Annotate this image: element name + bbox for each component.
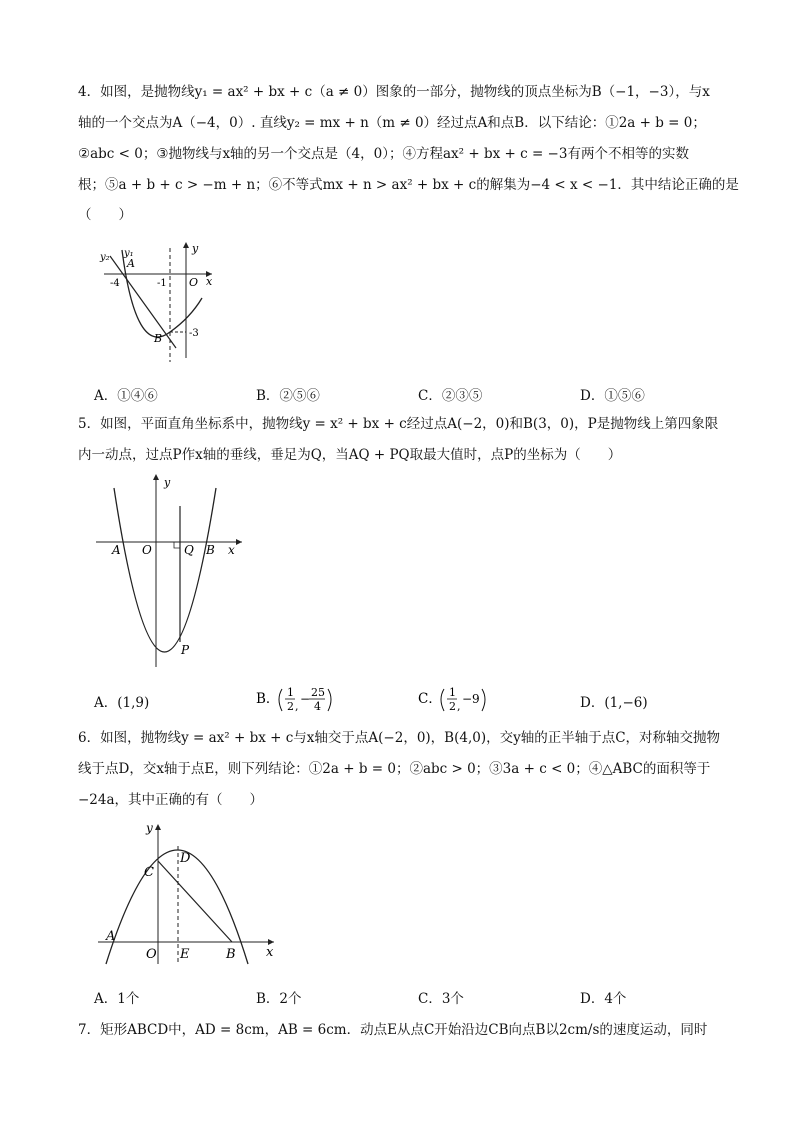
q5-x-arrow bbox=[236, 539, 242, 545]
q5-option-c-fraction bbox=[418, 679, 508, 719]
q5-label-Q: Q bbox=[184, 543, 194, 557]
q5-label-O: O bbox=[142, 543, 152, 557]
q4-text-line-2: 轴的一个交点为A（−4，0）. 直线y₂ = mx + n（m ≠ 0）经过点A和点B．以下结论：①2a + b = 0； bbox=[78, 115, 706, 131]
q4-label-neg3: -3 bbox=[189, 328, 199, 339]
q6-option-d[interactable]: D．4个 bbox=[580, 991, 627, 1007]
q6-label-O: O bbox=[146, 947, 157, 962]
q5-label-x: x bbox=[228, 543, 235, 557]
q5-option-c-tail: −9 bbox=[462, 692, 480, 706]
q4-option-b[interactable]: B．②⑤⑥ bbox=[256, 388, 320, 404]
q5-option-b-fraction bbox=[256, 679, 346, 719]
q4-line-y2 bbox=[110, 256, 176, 348]
q5-right-angle-mark bbox=[174, 542, 180, 548]
q5-parabola bbox=[114, 488, 216, 652]
q4-y-arrow bbox=[183, 242, 189, 248]
q6-label-D: D bbox=[180, 851, 191, 866]
q6-option-a[interactable]: A．1个 bbox=[94, 991, 140, 1007]
q4-label-neg1: -1 bbox=[157, 278, 167, 289]
q5-label-P: P bbox=[181, 643, 190, 657]
q4-label-O: O bbox=[189, 276, 199, 289]
q4-answer-bracket: （ ） bbox=[78, 207, 132, 223]
q7-text-line-1: 7．矩形ABCD中，AD = 8cm，AB = 6cm．动点E从点C开始沿边CB向点B以2cm/s的速度运动，同时 bbox=[78, 1022, 708, 1038]
q6-label-x: x bbox=[266, 945, 274, 960]
q5-option-c[interactable] bbox=[418, 679, 508, 723]
q4-label-y: y bbox=[192, 242, 199, 255]
q4-label-A: A bbox=[127, 257, 135, 270]
q6-parabola-figure bbox=[94, 818, 284, 968]
q5-option-c-den1: 2 bbox=[449, 700, 456, 713]
q5-option-a[interactable]: A．(1,9) bbox=[94, 695, 150, 711]
q5-option-c-num1: 1 bbox=[449, 686, 456, 699]
q5-text-line-1: 5．如图，平面直角坐标系中，抛物线y = x² + bx + c经过点A(−2，0)和B(3，0)，P是抛物线上第四象限 bbox=[78, 416, 719, 432]
q6-label-A: A bbox=[106, 929, 116, 944]
q6-option-c[interactable]: C．3个 bbox=[418, 991, 464, 1007]
q4-text-line-1: 4．如图，是抛物线y₁ = ax² + bx + c（a ≠ 0）图象的一部分，抛物线的顶点坐标为B（−1，−3），与x bbox=[78, 84, 710, 100]
q6-text-line-1: 6．如图，抛物线y = ax² + bx + c与x轴交于点A(−2，0)，B(4,0)，交y轴的正半轴于点C，对称轴交抛物 bbox=[78, 730, 721, 746]
q4-option-d[interactable]: D．①⑤⑥ bbox=[580, 388, 645, 404]
q4-option-a[interactable]: A．①④⑥ bbox=[94, 388, 158, 404]
q5-y-arrow bbox=[153, 474, 159, 480]
q4-label-neg4: -4 bbox=[110, 278, 120, 289]
q6-option-b[interactable]: B．2个 bbox=[256, 991, 302, 1007]
q6-y-arrow bbox=[155, 824, 161, 830]
q4-label-B: B bbox=[154, 332, 163, 345]
q4-label-x: x bbox=[206, 275, 213, 288]
q6-label-E: E bbox=[180, 947, 190, 962]
q4-text-line-3: ②abc < 0；③抛物线与x轴的另一个交点是（4，0）；④方程ax² + bx + c = −3有两个不相等的实数 bbox=[78, 146, 689, 162]
q5-option-c-sep: , bbox=[457, 700, 461, 713]
q5-option-b-num1: 1 bbox=[287, 686, 294, 699]
q4-label-y1: y₁ bbox=[124, 248, 134, 259]
q5-option-b-sep: , bbox=[295, 700, 299, 713]
q5-text-line-2: 内一动点，过点P作x轴的垂线，垂足为Q，当AQ + PQ取最大值时，点P的坐标为（ ） bbox=[78, 447, 622, 463]
q4-option-c[interactable]: C．②③⑤ bbox=[418, 388, 483, 404]
q4-text-line-4: 根；⑤a + b + c > −m + n；⑥不等式mx + n > ax² + bx + c的解集为−4 < x < −1．其中结论正确的是 bbox=[78, 177, 739, 193]
q6-label-B: B bbox=[226, 947, 236, 962]
q5-option-b-den2: 4 bbox=[314, 700, 321, 713]
q5-label-B: B bbox=[206, 543, 215, 557]
q5-label-A: A bbox=[112, 543, 121, 557]
q6-label-C: C bbox=[144, 865, 154, 880]
q4-parabola-figure bbox=[94, 238, 224, 368]
q5-option-b-den1: 2 bbox=[287, 700, 294, 713]
q5-option-b[interactable] bbox=[256, 679, 346, 723]
q5-option-b-neg: − bbox=[300, 692, 311, 706]
q5-parabola-figure bbox=[92, 472, 252, 672]
q4-label-y2: y₂ bbox=[100, 252, 110, 263]
q6-text-line-2: 线于点D，交x轴于点E，则下列结论：①2a + b = 0；②abc > 0；③3a + c < 0；④△ABC的面积等于 bbox=[78, 761, 711, 777]
q5-label-y: y bbox=[164, 476, 171, 489]
q6-text-line-3: −24a，其中正确的有（ ） bbox=[78, 792, 264, 808]
q5-option-b-prefix: B． bbox=[256, 691, 280, 707]
q5-option-d[interactable]: D．(1,−6) bbox=[580, 695, 648, 711]
q5-option-c-prefix: C． bbox=[418, 691, 442, 707]
q5-option-b-num2: 25 bbox=[311, 686, 325, 699]
q6-label-y: y bbox=[146, 821, 153, 835]
q6-segment-CB bbox=[158, 861, 232, 942]
